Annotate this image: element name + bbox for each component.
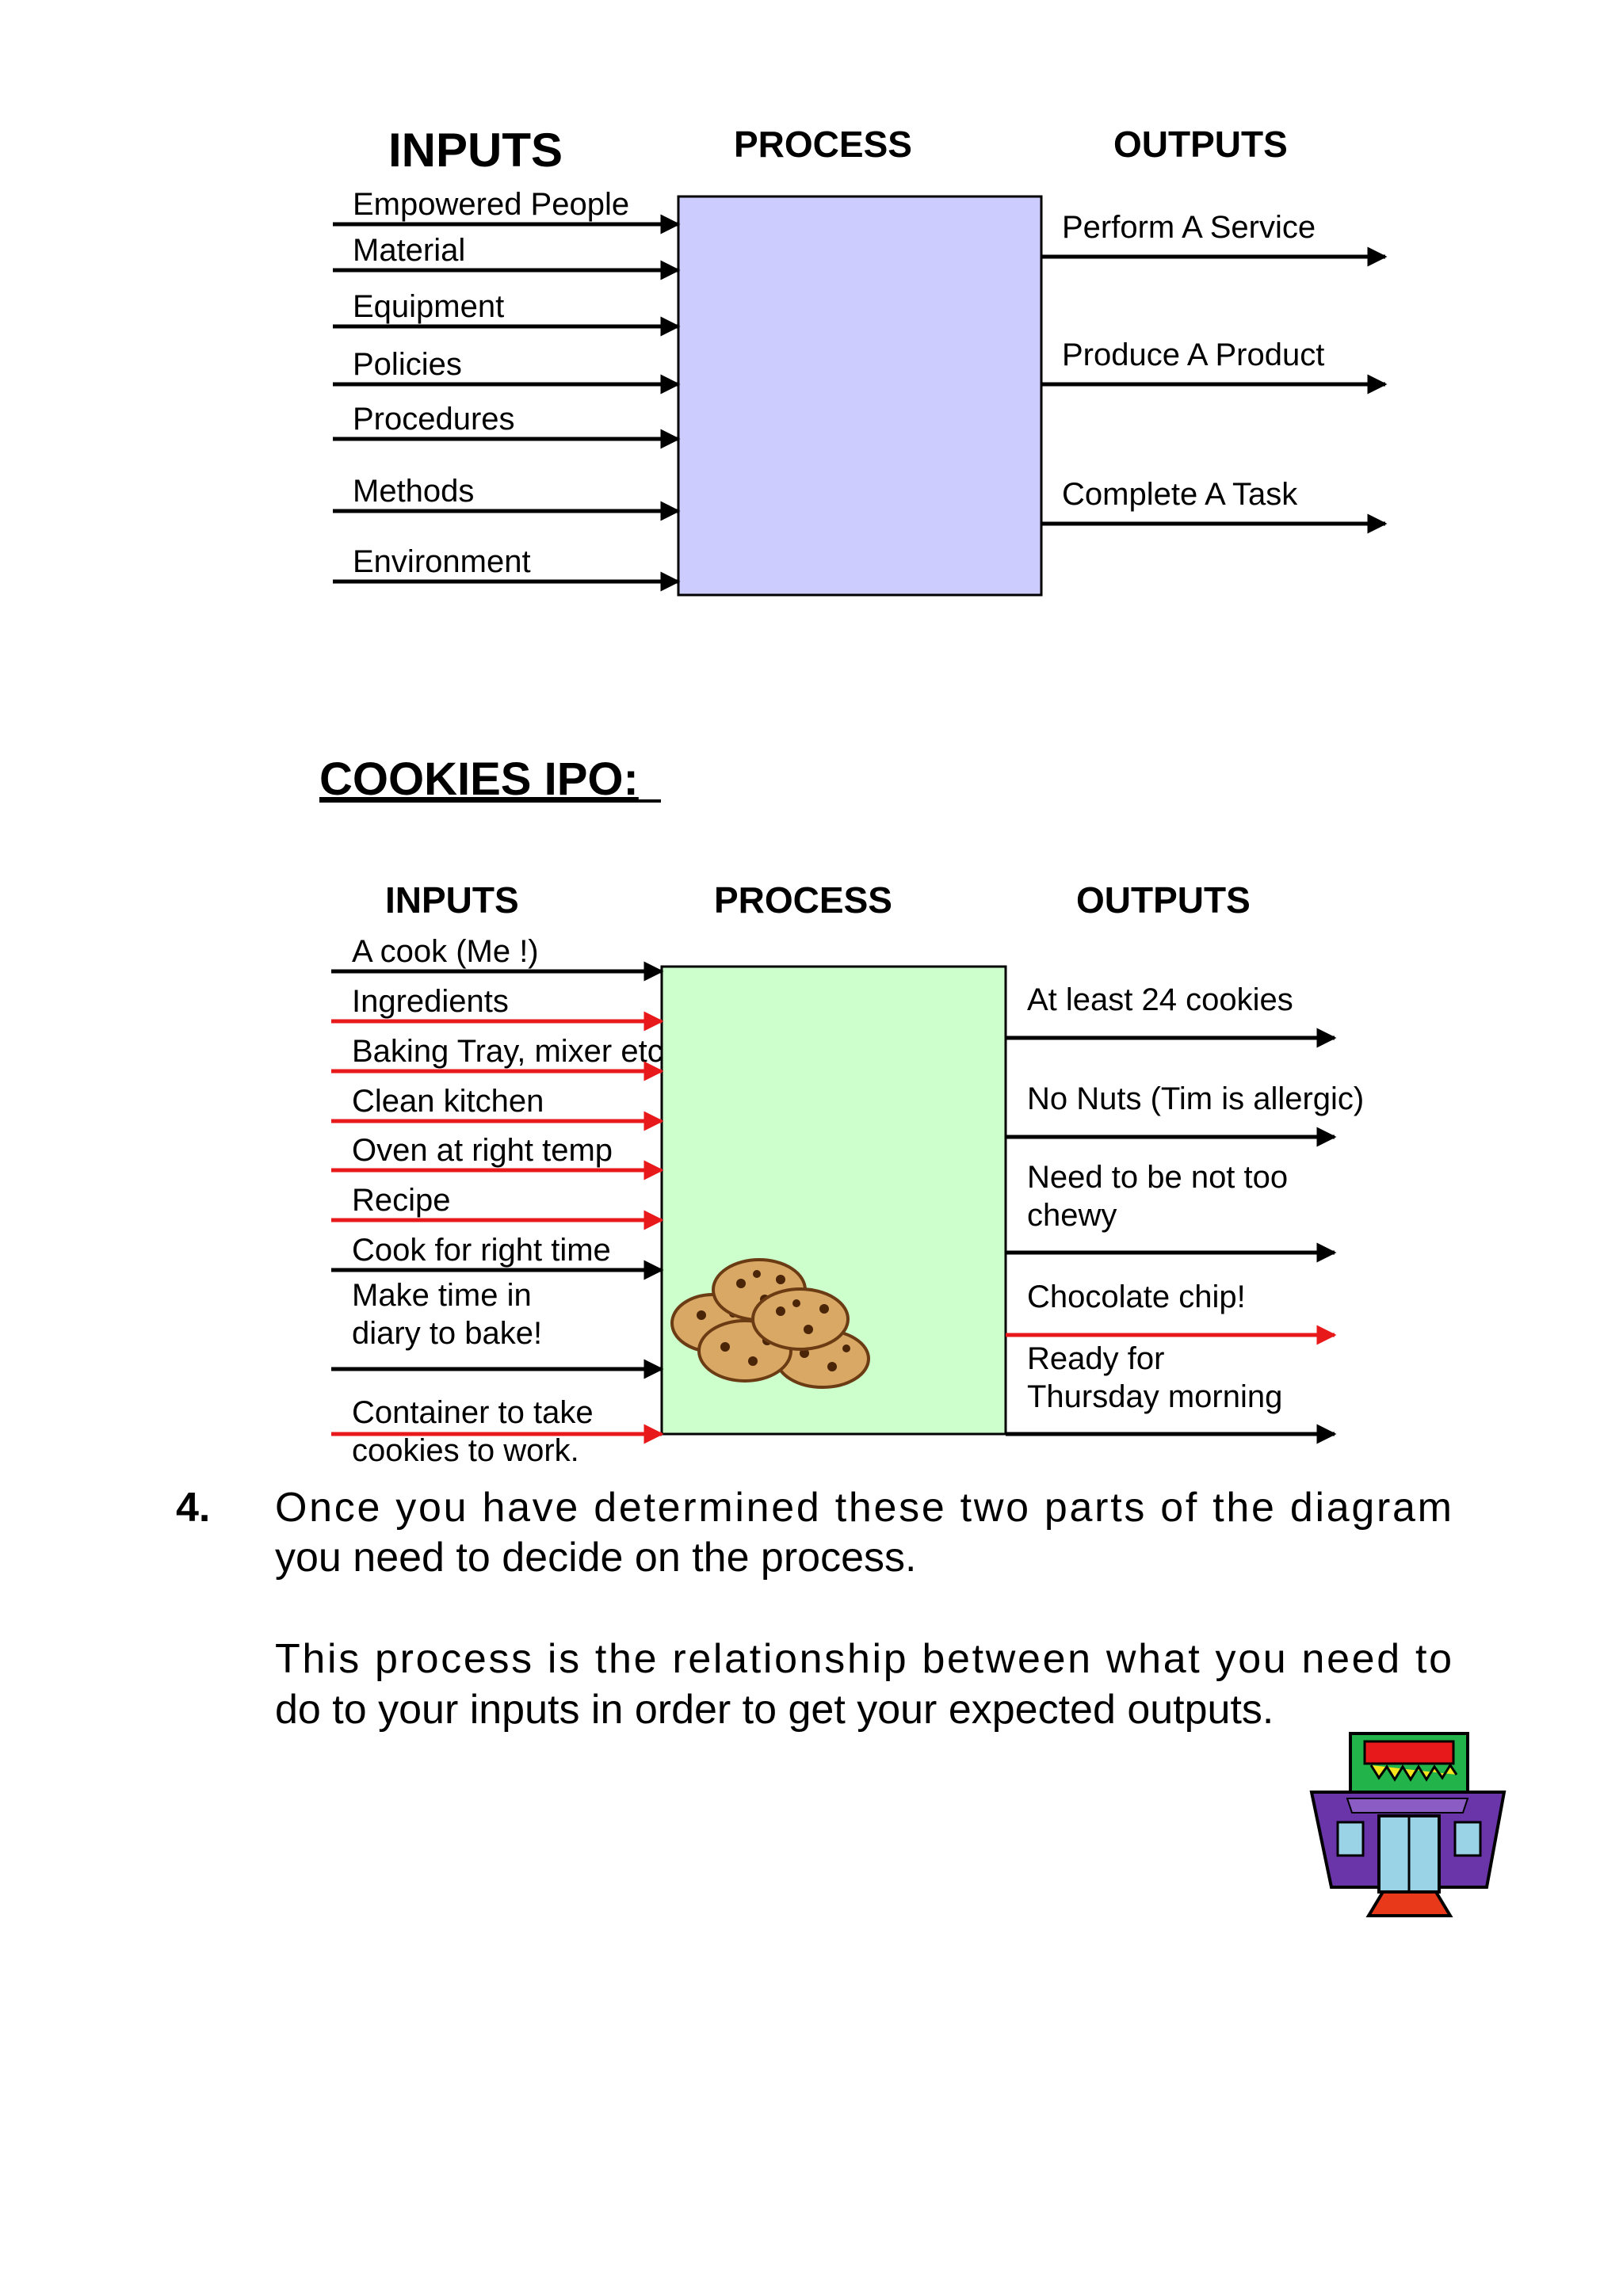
arrow-label: Need to be not too xyxy=(1027,1160,1289,1195)
cookie xyxy=(753,1289,848,1349)
cookies-ipo-diagram xyxy=(319,753,1364,1468)
arrow-label: Ready for xyxy=(1027,1341,1165,1376)
generic-ipo-diagram xyxy=(333,124,1385,595)
arrow-label: chewy xyxy=(1027,1198,1117,1233)
arrow-label: Make time in xyxy=(352,1278,532,1313)
arrow-label: Equipment xyxy=(353,289,505,324)
arrow-label: Methods xyxy=(353,474,475,509)
arrow-label: Complete A Task xyxy=(1062,477,1298,512)
process-header: PROCESS xyxy=(714,879,892,921)
outputs-header: OUTPUTS xyxy=(1113,124,1288,165)
arrow-label: cookies to work. xyxy=(352,1433,579,1468)
arrow-label: Clean kitchen xyxy=(352,1084,544,1119)
outputs-header: OUTPUTS xyxy=(1076,879,1251,921)
arrow-label: Produce A Product xyxy=(1062,338,1325,372)
input-list xyxy=(333,187,678,582)
arrow-label: diary to bake! xyxy=(352,1316,543,1351)
inputs-header: INPUTS xyxy=(388,124,563,177)
arrow-label: Ingredients xyxy=(352,984,509,1019)
arrow-label: Oven at right temp xyxy=(352,1133,613,1168)
inputs-header: INPUTS xyxy=(385,879,519,921)
output-list xyxy=(1041,210,1385,524)
arrow-label: Policies xyxy=(353,347,462,382)
arrow-label: Empowered People xyxy=(353,187,630,222)
arrow-label: Container to take xyxy=(352,1395,594,1430)
arrow-label: Environment xyxy=(353,544,531,579)
arrow-label: Chocolate chip! xyxy=(1027,1280,1246,1314)
paragraph-1-line-1: Once you have determined these two parts of the diagram xyxy=(275,1485,1452,1531)
arrow-label: Baking Tray, mixer etc xyxy=(352,1034,663,1069)
paragraph-2-line-2: do to your inputs in order to get your expected outputs. xyxy=(275,1687,1274,1733)
arrow-label: Perform A Service xyxy=(1062,210,1316,245)
process-header: PROCESS xyxy=(734,124,912,165)
paragraph-1-line-2: you need to decide on the process. xyxy=(275,1535,917,1581)
step-number: 4. xyxy=(176,1485,211,1531)
arrow-label: A cook (Me !) xyxy=(352,934,539,969)
cookies-ipo-title: COOKIES IPO: xyxy=(319,753,639,805)
output-list xyxy=(1006,982,1364,1434)
arrow-label: Recipe xyxy=(352,1183,451,1218)
paragraph-2-line-1: This process is the relationship between what you need to xyxy=(275,1636,1452,1682)
arrow-label: Material xyxy=(353,233,466,268)
arrow-label: Thursday morning xyxy=(1027,1379,1283,1414)
arrow-label: Procedures xyxy=(353,402,515,437)
arrow-label: At least 24 cookies xyxy=(1027,982,1293,1017)
process-box xyxy=(678,196,1041,595)
step-4-block xyxy=(176,1485,1452,1733)
robot-icon xyxy=(1312,1733,1504,1916)
arrow-label: Cook for right time xyxy=(352,1233,611,1268)
input-list xyxy=(331,934,663,1468)
arrow-label: No Nuts (Tim is allergic) xyxy=(1027,1081,1365,1116)
